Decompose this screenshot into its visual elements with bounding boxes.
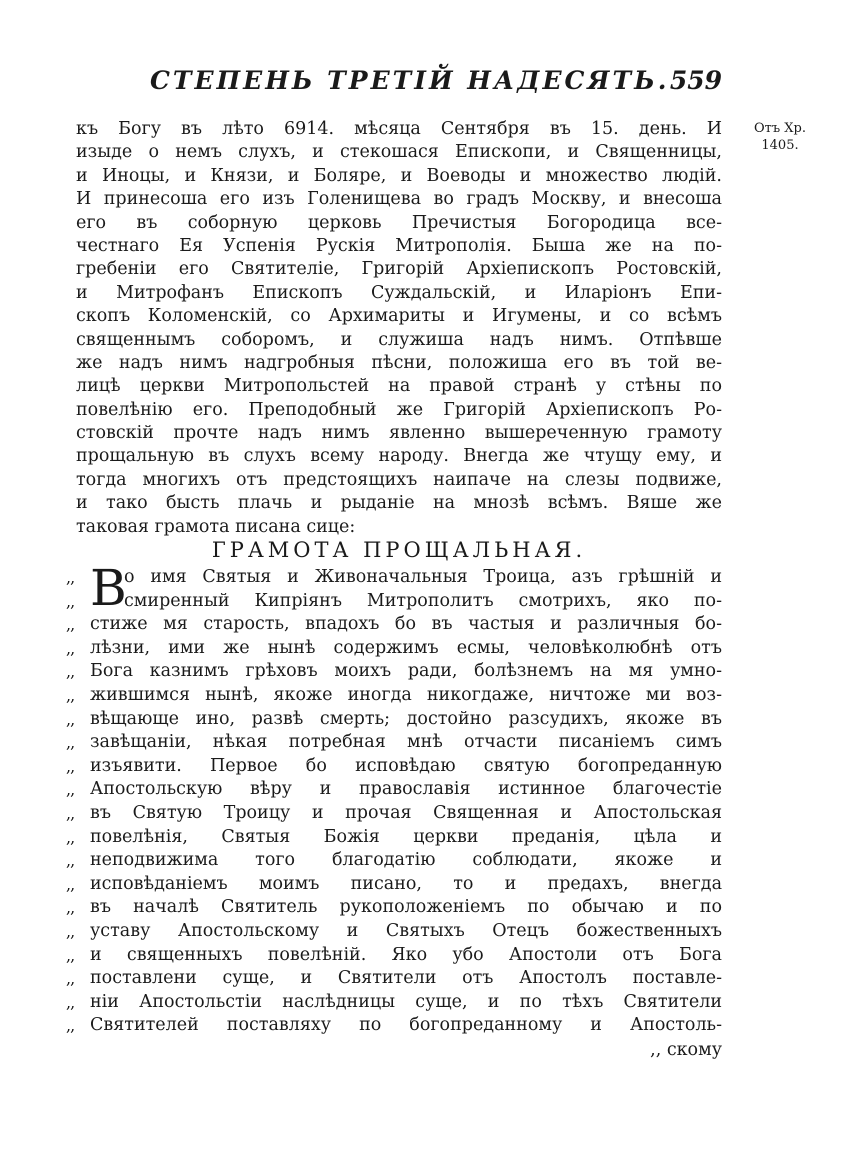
drop-cap: В bbox=[90, 559, 127, 617]
quote-mark: ,, bbox=[66, 851, 75, 871]
letter-line bbox=[66, 920, 722, 944]
quote-mark: ,, bbox=[66, 992, 75, 1012]
text-line: таковая грамота писана сице: bbox=[76, 516, 356, 537]
quote-mark: ,, bbox=[66, 969, 75, 989]
letter-line bbox=[66, 613, 722, 637]
header-title: СТЕПЕНЬ ТРЕТІЙ НАДЕСЯТЬ. bbox=[150, 66, 670, 95]
text-line: тогда многихъ отъ предстоящихъ наипаче на слезы подвиже, bbox=[76, 469, 722, 490]
quote-mark: ,, bbox=[66, 568, 75, 587]
letter-line-text: Апостольскую вѣру и православія истинное благочестіе bbox=[90, 779, 722, 800]
text-line: скопъ Коломенскій, со Архимариты и Игумены, и со всѣмъ bbox=[76, 306, 722, 327]
text-line: честнаго Ея Успенія Рускія Митрополія. Быша же на по- bbox=[76, 235, 722, 256]
quote-mark: ,, bbox=[66, 733, 75, 753]
letter-line bbox=[66, 849, 722, 873]
quote-mark: ,, bbox=[66, 945, 75, 965]
margin-note bbox=[730, 120, 830, 154]
margin-note-year: 1405. bbox=[761, 138, 799, 153]
letter-text bbox=[66, 559, 722, 1038]
letter-line bbox=[66, 944, 722, 968]
quote-mark: ,, bbox=[66, 803, 75, 823]
quote-mark: ,, bbox=[66, 874, 75, 894]
letter-line bbox=[66, 778, 722, 802]
letter-line-text: изъявити. Первое бо исповѣдаю святую богопреданную bbox=[90, 755, 722, 776]
letter-line-text: исповѣданіемъ моимъ писано, то и предахъ, внегда bbox=[90, 873, 722, 894]
letter-line-text: въ началѣ Святитель рукоположеніемъ по обычаю и по bbox=[90, 897, 722, 918]
text-line: стовскій прочте надъ нимъ явленно вышереченную грамоту bbox=[76, 423, 722, 444]
letter-line-text: смиренный Кипріянъ Митрополитъ смотрихъ, яко по- bbox=[124, 590, 722, 611]
quote-mark: ,, bbox=[66, 1016, 75, 1036]
letter-line bbox=[66, 802, 722, 826]
text-line: его въ соборную церковь Пречистыя Богородица все- bbox=[76, 212, 722, 233]
quote-mark: ,, bbox=[66, 662, 75, 682]
quote-mark: ,, bbox=[66, 685, 75, 705]
letter-line-text: Бога казнимъ грѣховъ моихъ ради, болѣзнемъ на мя умно- bbox=[90, 661, 722, 682]
text-line: гребеніи его Святителіе, Григорій Архіепископъ Ростовскій, bbox=[76, 259, 722, 280]
letter-line bbox=[66, 637, 722, 661]
letter-line bbox=[66, 873, 722, 897]
letter-line-text: въ Святую Троицу и прочая Священная и Апостольская bbox=[90, 802, 722, 823]
letter-heading: ГРАМОТА ПРОЩАЛЬНАЯ. bbox=[211, 538, 587, 562]
text-line: къ Богу въ лѣто 6914. мѣсяца Сентября въ 15. день. И bbox=[76, 119, 722, 139]
letter-line-text: повелѣнія, Святыя Божія церкви преданія, цѣла и bbox=[90, 826, 722, 847]
quote-mark: ,, bbox=[66, 921, 75, 941]
letter-line-text: и священныхъ повелѣній. Яко убо Апостоли отъ Бога bbox=[90, 944, 722, 965]
letter-line-text: поставлени суще, и Святители отъ Апостолъ поставле- bbox=[90, 968, 722, 989]
text-line: священнымъ соборомъ, и служиша надъ нимъ. Отпѣвше bbox=[76, 329, 722, 350]
letter-line-text: неподвижима того благодатію соблюдати, якоже и bbox=[90, 850, 722, 871]
letter-line-text: Святителей поставляху по богопреданному и Апостоль- bbox=[90, 1015, 722, 1036]
letter-line bbox=[66, 826, 722, 850]
quote-mark: ,, bbox=[66, 591, 75, 611]
letter-line bbox=[66, 684, 722, 708]
letter-line bbox=[66, 708, 722, 732]
letter-line-text: жившимся нынѣ, якоже иногда никогдаже, ничтоже ми воз- bbox=[90, 684, 722, 705]
letter-line bbox=[66, 991, 722, 1015]
text-line: изыде о немъ слухъ, и стекошася Епископи, и Священницы, bbox=[76, 142, 722, 163]
running-header bbox=[150, 66, 722, 106]
quote-mark: ,, bbox=[66, 638, 75, 658]
letter-line bbox=[66, 755, 722, 779]
quote-mark: ,, bbox=[66, 780, 75, 800]
letter-line-text: о имя Святыя и Живоначальныя Троица, азъ грѣшній и bbox=[124, 567, 722, 587]
letter-line bbox=[66, 896, 722, 920]
letter-line bbox=[66, 566, 722, 590]
letter-line-text: вѣщающе ино, развѣ смерть; достойно разсудихъ, якоже въ bbox=[90, 708, 722, 729]
letter-line-text: стиже мя старость, впадохъ бо въ частыя и различныя бо- bbox=[90, 614, 722, 635]
catchword: ,, скому bbox=[650, 1040, 722, 1060]
quote-mark: ,, bbox=[66, 827, 75, 847]
text-line: повелѣнію его. Преподобный же Григорій Архіепископъ Ро- bbox=[76, 399, 722, 420]
text-line: прощальную въ слухъ всему народу. Внегда же чтущу ему, и bbox=[76, 446, 722, 467]
main-text bbox=[76, 118, 722, 539]
letter-line bbox=[66, 967, 722, 991]
page-number: 559 bbox=[669, 66, 722, 95]
quote-mark: ,, bbox=[66, 756, 75, 776]
letter-line bbox=[66, 660, 722, 684]
letter-line-text: завѣщаніи, нѣкая потребная мнѣ отчасти писаніемъ симъ bbox=[90, 732, 722, 753]
letter-line bbox=[66, 1014, 722, 1038]
text-line: и Иноцы, и Князи, и Боляре, и Воеводы и множество людій. bbox=[76, 165, 722, 186]
quote-mark: ,, bbox=[66, 898, 75, 918]
margin-note-label: Отъ Хр. bbox=[754, 121, 806, 136]
letter-line-text: ніи Апостольстіи наслѣдницы суще, и по тѣхъ Святители bbox=[90, 991, 722, 1012]
text-line: и тако бысть плачь и рыданіе на мнозѣ всѣмъ. Вяше же bbox=[76, 493, 722, 514]
quote-mark: ,, bbox=[66, 709, 75, 729]
letter-line-text: лѣзни, ими же нынѣ содержимъ есмы, человѣколюбнѣ отъ bbox=[90, 637, 722, 658]
text-line: же надъ нимъ надгробныя пѣсни, положиша его въ той ве- bbox=[76, 352, 722, 373]
letter-line-text: уставу Апостольскому и Святыхъ Отецъ божественныхъ bbox=[90, 920, 722, 941]
text-line: И принесоша его изъ Голенищева во градъ Москву, и внесоша bbox=[76, 189, 722, 210]
text-line: и Митрофанъ Епископъ Суждальскій, и Иларіонъ Епи- bbox=[76, 282, 722, 303]
letter-line bbox=[66, 731, 722, 755]
text-line: лицѣ церкви Митропольстей на правой странѣ у стѣны по bbox=[76, 376, 722, 397]
letter-line bbox=[66, 590, 722, 614]
quote-mark: ,, bbox=[66, 615, 75, 635]
